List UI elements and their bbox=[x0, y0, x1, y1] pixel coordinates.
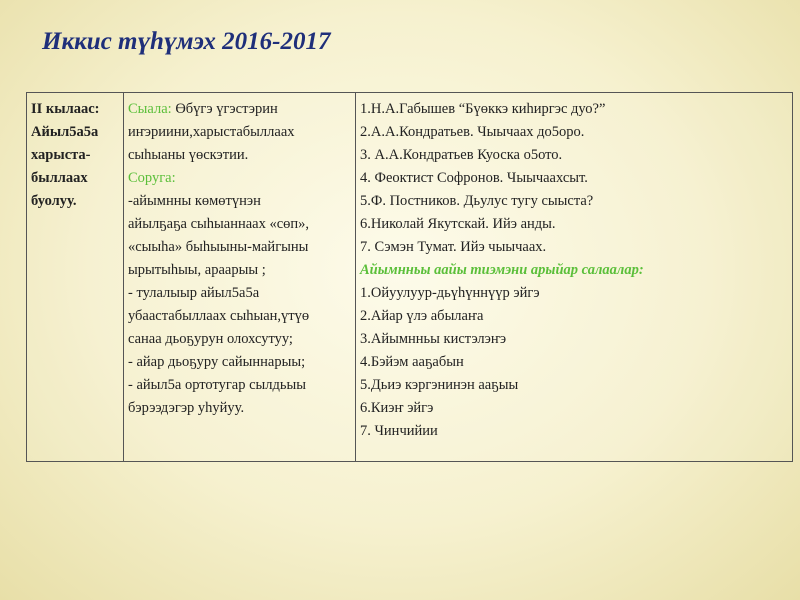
work-item: 6.Николай Якутскай. Ийэ анды. bbox=[360, 216, 556, 232]
slide-title: Иккис түһүмэх 2016-2017 bbox=[42, 28, 331, 55]
work-item: 4. Феоктист Софронов. Чыычаахсыт. bbox=[360, 170, 588, 186]
class-cell bbox=[27, 93, 124, 461]
branch-item: 3.Айымнньы кистэлэҥэ bbox=[360, 331, 507, 347]
works-cell bbox=[356, 93, 792, 461]
task-line: ырытыһыы, араарыы ; bbox=[128, 262, 266, 278]
branch-item: 5.Дьиэ кэргэнинэн ааҕыы bbox=[360, 377, 519, 393]
task-line: - айар дьоҕуру сайыннарыы; bbox=[128, 354, 306, 370]
goal-text: сыһыаны үөскэтии. bbox=[128, 147, 249, 163]
branches-heading: Айымнньы аайы тиэмэни арыйар салаалар: bbox=[360, 262, 644, 278]
goal-text: Өбүгэ үгэстэрин bbox=[175, 101, 278, 117]
class-line: харыста- bbox=[31, 147, 91, 163]
work-item: 7. Сэмэн Тумат. Ийэ чыычаах. bbox=[360, 239, 547, 255]
task-line: «сыыһа» быһыыны-майгыны bbox=[128, 239, 309, 255]
goal-label: Сыала: bbox=[128, 101, 172, 117]
goal-line bbox=[128, 98, 351, 121]
branch-item: 6.Киэҥ эйгэ bbox=[360, 400, 434, 416]
class-line: быллаах bbox=[31, 170, 88, 186]
work-item: 2.А.А.Кондратьев. Чыычаах до5оро. bbox=[360, 124, 585, 140]
task-line: -айымнны көмөтүнэн bbox=[128, 193, 261, 209]
work-item: 3. А.А.Кондратьев Куоска о5ото. bbox=[360, 147, 563, 163]
branch-item: 1.Ойуулуур-дьүһүннүүр эйгэ bbox=[360, 285, 540, 301]
work-item: 1.Н.А.Габышев “Бүөккэ киһиргэс дуо?” bbox=[360, 101, 606, 117]
task-line: бэрээдэгэр уһуйуу. bbox=[128, 400, 245, 416]
branch-item: 2.Айар үлэ абылаҥа bbox=[360, 308, 484, 324]
class-line: II кылаас: bbox=[31, 101, 100, 117]
work-item: 5.Ф. Постников. Дьулус тугу сыыста? bbox=[360, 193, 594, 209]
tasks-label: Соруга: bbox=[128, 170, 176, 186]
goals-cell bbox=[124, 93, 356, 461]
task-line: - тулалыыр айыл5а5а bbox=[128, 285, 260, 301]
branch-item: 7. Чинчийии bbox=[360, 423, 438, 439]
task-line: санаа дьоҕурун олохсутуу; bbox=[128, 331, 293, 347]
content-table bbox=[26, 92, 793, 462]
branch-item: 4.Бэйэм ааҕабын bbox=[360, 354, 464, 370]
goal-text: иҥэриини,харыстабыллаах bbox=[128, 124, 295, 140]
task-line: айылҕаҕа сыһыаннаах «сөп», bbox=[128, 216, 310, 232]
task-line: - айыл5а ортотугар сылдьыы bbox=[128, 377, 306, 393]
class-line: буолуу. bbox=[31, 193, 77, 209]
class-line: Айыл5а5а bbox=[31, 124, 99, 140]
task-line: убаастабыллаах сыһыан,үтүө bbox=[128, 308, 310, 324]
